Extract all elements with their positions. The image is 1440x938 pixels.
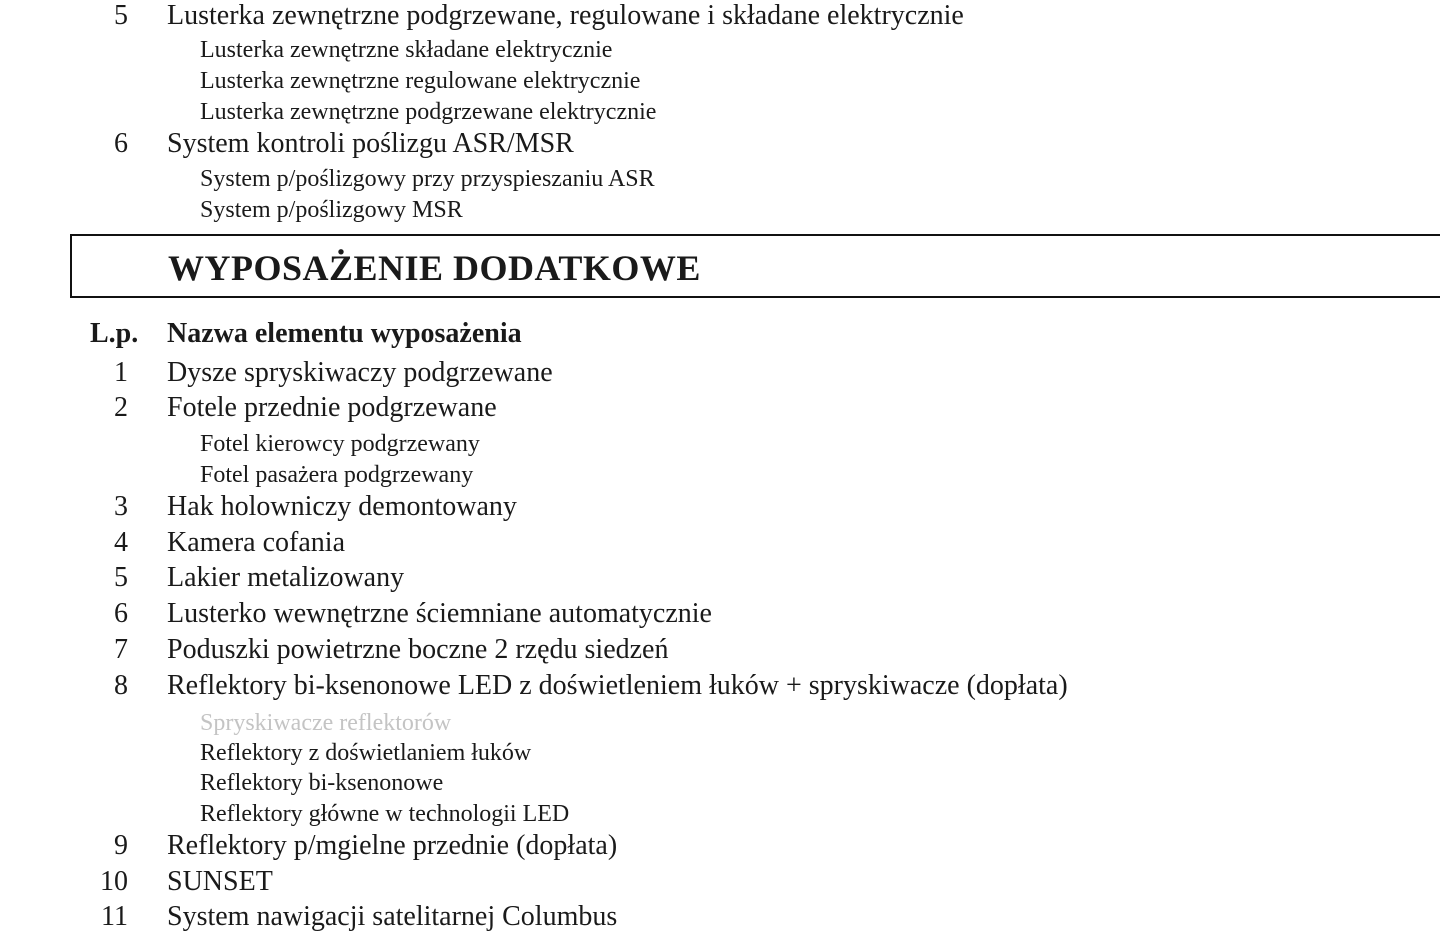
column-header-name: Nazwa elementu wyposażenia bbox=[167, 318, 522, 349]
sub-item-name: Spryskiwacze reflektorów bbox=[200, 710, 452, 736]
sub-item-name: Reflektory z doświetlaniem łuków bbox=[200, 740, 532, 766]
item-number: 9 bbox=[114, 830, 128, 861]
item-number: 2 bbox=[114, 392, 128, 423]
section-title: WYPOSAŻENIE DODATKOWE bbox=[168, 248, 701, 288]
item-name: Lakier metalizowany bbox=[167, 562, 405, 593]
item-name: Reflektory p/mgielne przednie (dopłata) bbox=[167, 830, 618, 861]
item-name: Hak holowniczy demontowany bbox=[167, 491, 517, 522]
item-number: 10 bbox=[100, 866, 128, 897]
item-name: SUNSET bbox=[167, 866, 273, 897]
sub-item-name: System p/poślizgowy MSR bbox=[200, 197, 463, 223]
sub-item-name: Lusterka zewnętrzne podgrzewane elektrycznie bbox=[200, 99, 657, 125]
section-heading-box bbox=[70, 234, 1440, 298]
item-name: Reflektory bi-ksenonowe LED z doświetleniem łuków + spryskiwacze (dopłata) bbox=[167, 670, 1068, 701]
item-number: 5 bbox=[114, 0, 128, 31]
sub-item-name: Lusterka zewnętrzne regulowane elektrycznie bbox=[200, 68, 641, 94]
item-number: 5 bbox=[114, 562, 128, 593]
item-name: Dysze spryskiwaczy podgrzewane bbox=[167, 357, 553, 388]
sub-item-name: Reflektory główne w technologii LED bbox=[200, 801, 570, 827]
item-number: 4 bbox=[114, 527, 128, 558]
sub-item-name: Fotel pasażera podgrzewany bbox=[200, 462, 474, 488]
item-name: Lusterka zewnętrzne podgrzewane, regulowane i składane elektrycznie bbox=[167, 0, 964, 31]
sub-item-name: Fotel kierowcy podgrzewany bbox=[200, 431, 480, 457]
item-number: 6 bbox=[114, 128, 128, 159]
column-header-number: L.p. bbox=[90, 318, 139, 349]
item-name: Lusterko wewnętrzne ściemniane automatycznie bbox=[167, 598, 712, 629]
item-number: 3 bbox=[114, 491, 128, 522]
item-name: Kamera cofania bbox=[167, 527, 345, 558]
item-name: System kontroli poślizgu ASR/MSR bbox=[167, 128, 574, 159]
item-number: 11 bbox=[101, 901, 128, 932]
item-number: 1 bbox=[114, 357, 128, 388]
item-number: 7 bbox=[114, 634, 128, 665]
item-number: 6 bbox=[114, 598, 128, 629]
item-name: Fotele przednie podgrzewane bbox=[167, 392, 497, 423]
item-number: 8 bbox=[114, 670, 128, 701]
sub-item-name: Reflektory bi-ksenonowe bbox=[200, 770, 444, 796]
sub-item-name: System p/poślizgowy przy przyspieszaniu ASR bbox=[200, 166, 655, 192]
item-name: System nawigacji satelitarnej Columbus bbox=[167, 901, 618, 932]
item-name: Poduszki powietrzne boczne 2 rzędu siedzeń bbox=[167, 634, 669, 665]
sub-item-name: Lusterka zewnętrzne składane elektrycznie bbox=[200, 37, 613, 63]
